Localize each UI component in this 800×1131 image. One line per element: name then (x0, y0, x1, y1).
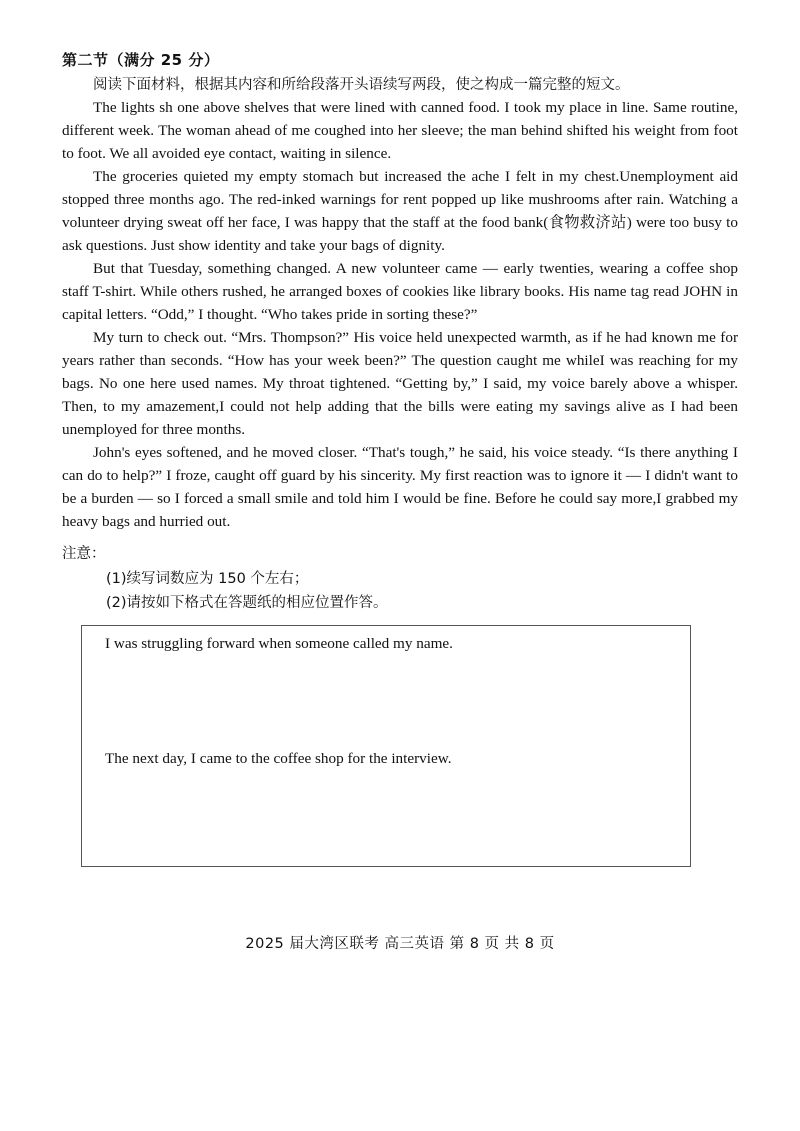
continuation-prompt-1: I was struggling forward when someone called my name. (105, 635, 453, 652)
passage-paragraph-3: But that Tuesday, something changed. A new volunteer came — early twenties, wearing a coffee shop staff T-shirt. While others rushed, he arranged boxes of cookies like library books. His name tag read JOHN in capital letters. “Odd,” I thought. “Who takes pride in sorting these?” (62, 260, 738, 323)
passage-paragraph-1: The lights sh one above shelves that were lined with canned food. I took my place in line. Same routine, different week. The woman ahead of me coughed into her sleeve; the man behind shifted his weight from foot to foot. We all avoided eye contact, waiting in silence. (62, 99, 738, 162)
page-footer: 2025 届大湾区联考 高三英语 第 8 页 共 8 页 (245, 936, 555, 952)
passage-paragraph-4: My turn to check out. “Mrs. Thompson?” His voice held unexpected warmth, as if he had known me for years rather than seconds. “How has your week been?” The question caught me whileI was reaching for my bags. No one here used names. My throat tightened. “Getting by,” I said, my voice barely above a whisper. Then, to my amazement,I could not help adding that the bills were eating my savings alive as I had been unemployed for three months. (62, 329, 738, 438)
continuation-prompt-2: The next day, I came to the coffee shop for the interview. (105, 750, 452, 767)
section-instruction: 阅读下面材料，根据其内容和所给段落开头语续写两段，使之构成一篇完整的短文。 (93, 77, 630, 93)
passage-paragraph-2: The groceries quieted my empty stomach but increased the ache I felt in my chest.Unemployment aid stopped three months ago. The red-inked warnings for rent popped up like mushrooms after rain. Watching a volunteer drying sweat off her face, I was happy that the staff at the food bank(食物救济站) were too busy to ask questions. Just show identity and take your bags of dignity. (62, 168, 738, 254)
reading-passage (62, 96, 738, 533)
passage-paragraph-5: John's eyes softened, and he moved closer. “That's tough,” he said, his voice steady. “Is there anything I can do to help?” I froze, caught off guard by his sincerity. My first reaction was to ignore it — I didn't want to be a burden — so I forced a small smile and told him I would be fine. Before he could say more,I grabbed my heavy bags and hurried out. (62, 444, 738, 530)
note-item-format: (2)请按如下格式在答题纸的相应位置作答。 (106, 595, 388, 611)
section-heading: 第二节（满分 25 分） (62, 51, 220, 69)
note-item-word-count: (1)续写词数应为 150 个左右； (106, 571, 309, 587)
answer-format-box (81, 625, 691, 867)
notes-heading: 注意： (62, 546, 106, 562)
